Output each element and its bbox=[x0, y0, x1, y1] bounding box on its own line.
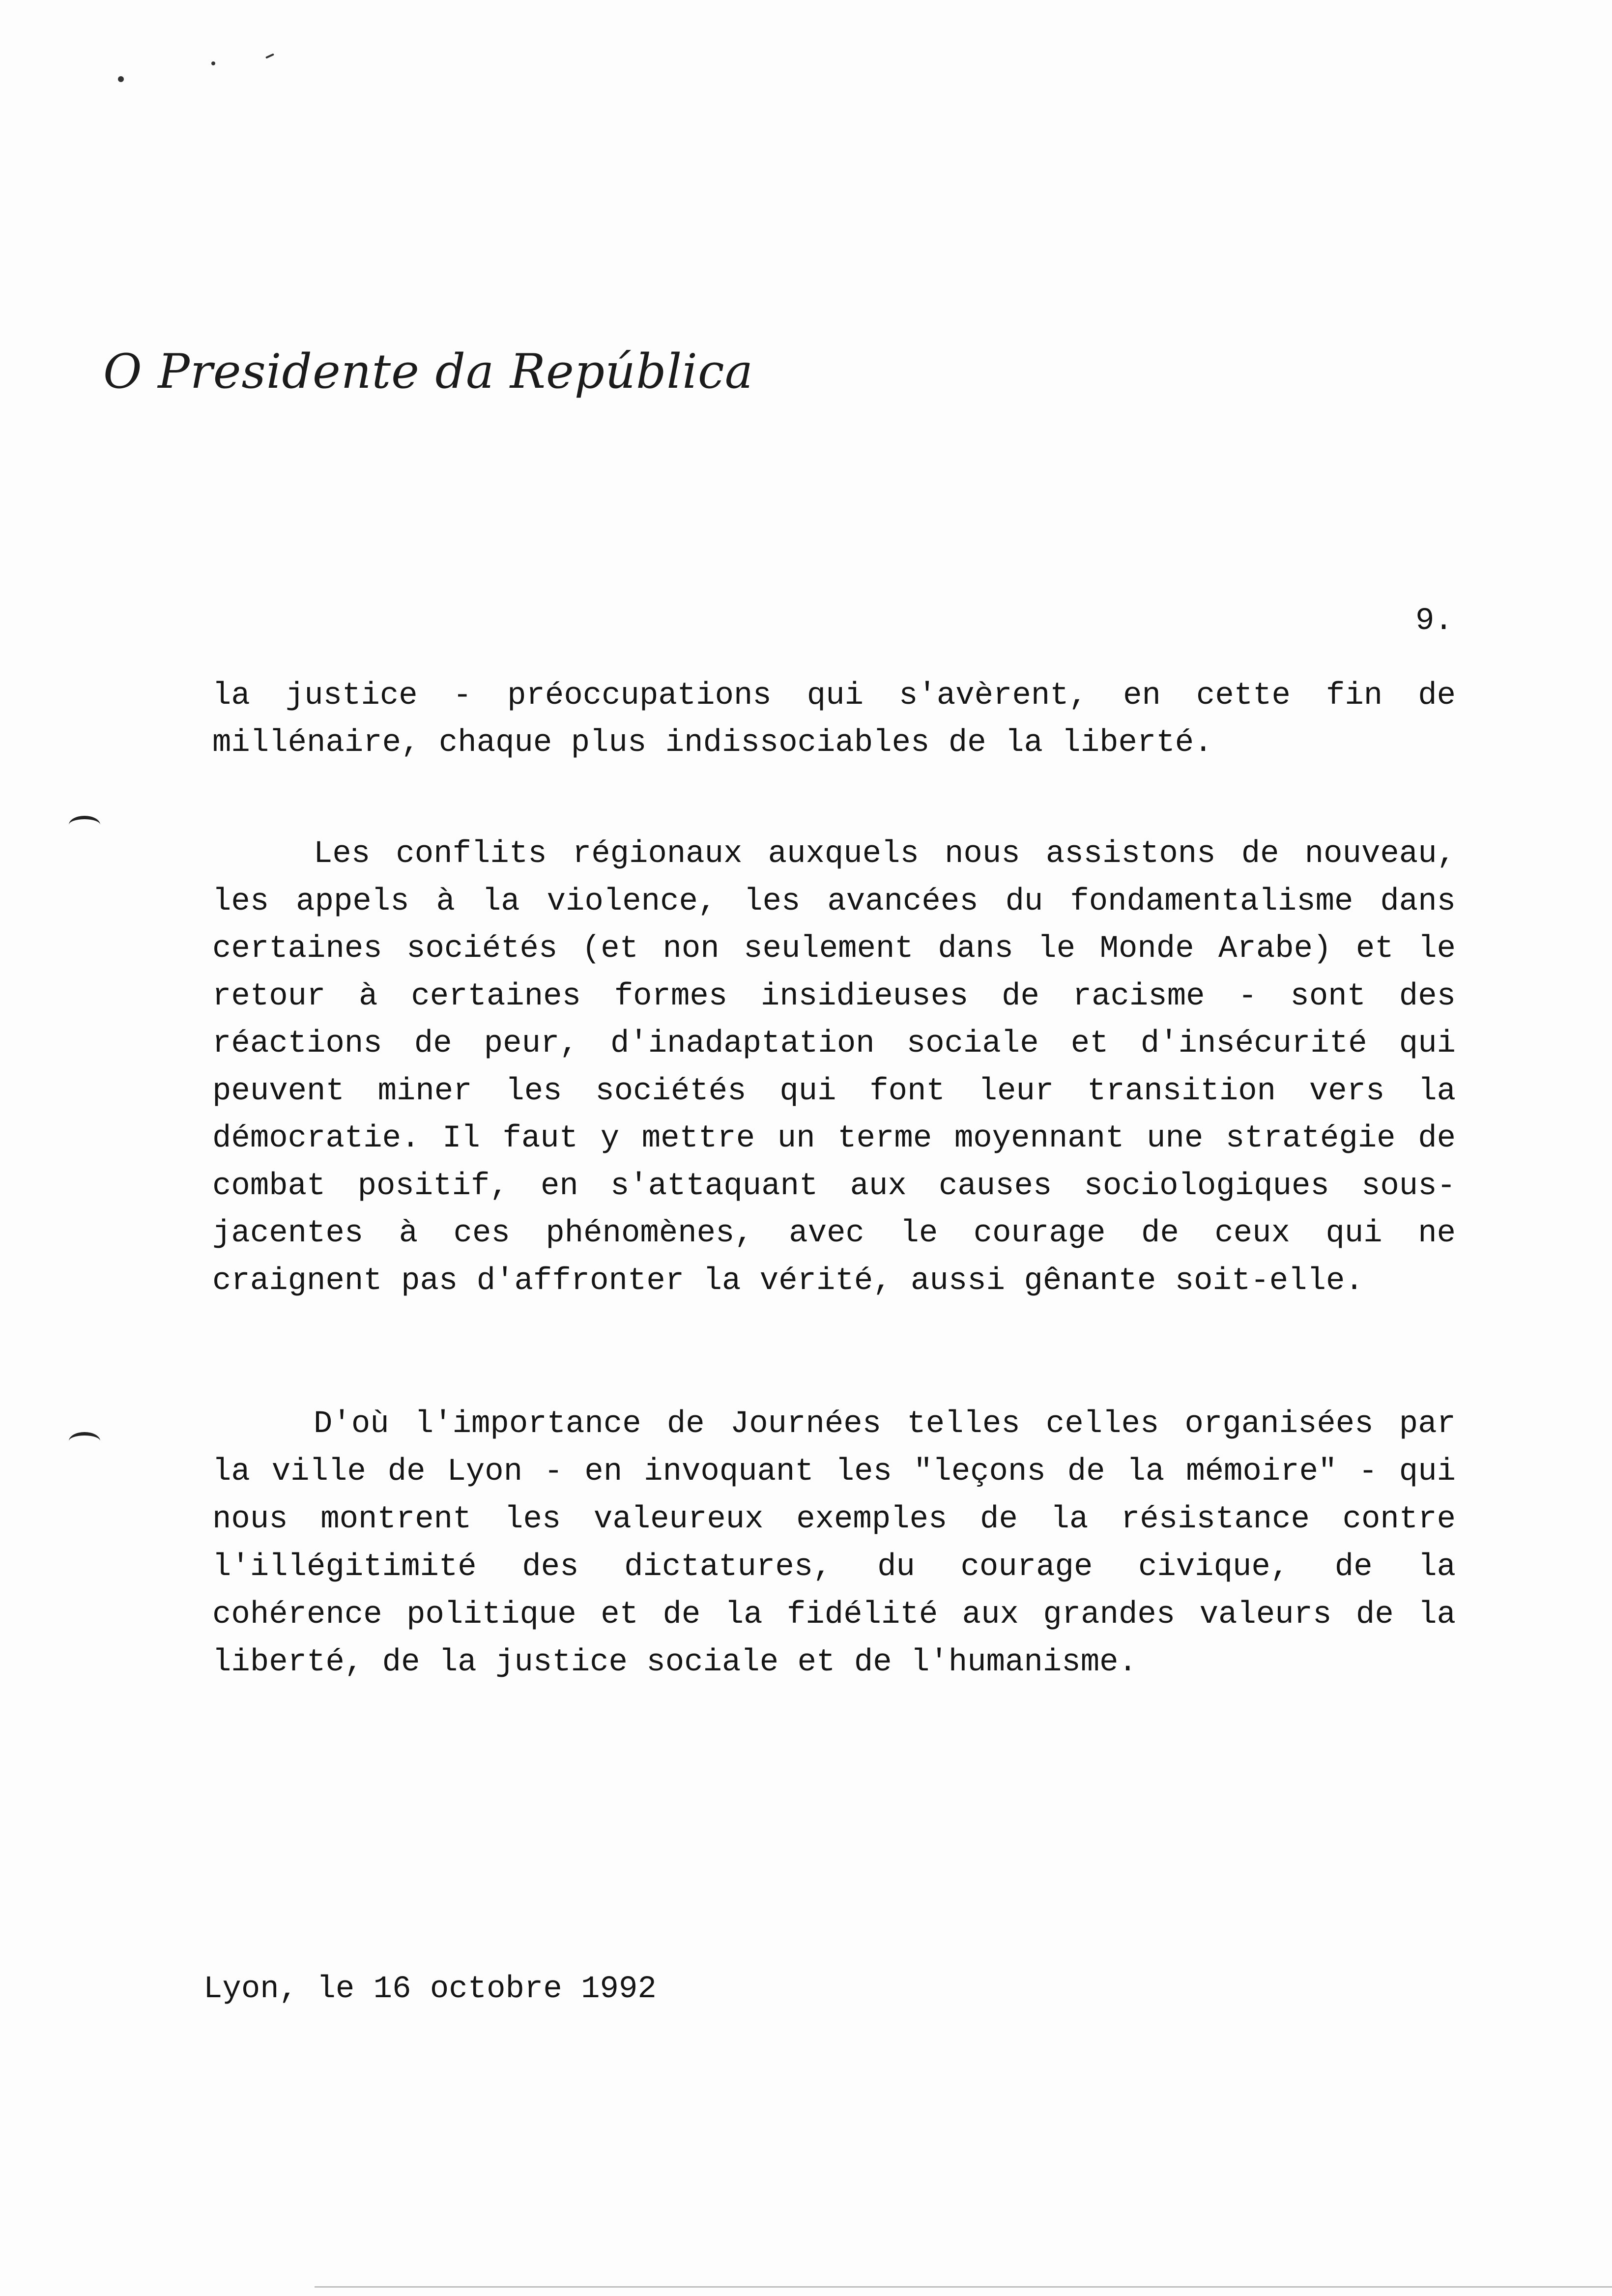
place-date-line: Lyon, le 16 octobre 1992 bbox=[203, 1972, 657, 2007]
letterhead: O Presidente da República bbox=[103, 344, 753, 399]
scan-speck bbox=[265, 53, 274, 58]
margin-mark bbox=[69, 1432, 100, 1450]
paragraph-text: D'où l'importance de Journées telles celles organisées par la ville de Lyon - en invoquant les "leçons de la mémoire" - qui nous montrent les valeureux exemples de la résistance contre l'illégitimité des dictatures, du courage civique, de la cohérence politique et de la fidélité aux grandes valeurs de la liberté, de la justice sociale et de l'humanisme. bbox=[212, 1406, 1456, 1680]
margin-mark bbox=[69, 816, 100, 834]
paragraph-lyon-days bbox=[212, 1401, 1456, 1687]
paragraph-continuation bbox=[212, 672, 1456, 767]
scan-speck bbox=[211, 61, 215, 65]
page-number: 9. bbox=[1415, 603, 1453, 639]
paragraph-text: Les conflits régionaux auxquels nous assistons de nouveau, les appels à la violence, les avancées du fondamentalisme dans certaines sociétés (et non seulement dans le Monde Arabe) et le retour à certaines formes insidieuses de racisme - sont des réactions de peur, d'inadaptation sociale et d'insécurité qui peuvent miner les sociétés qui font leur transition vers la démocratie. Il faut y mettre un terme moyennant une stratégie de combat positif, en s'attaquant aux causes sociologiques sous-jacentes à ces phénomènes, avec le courage de ceux qui ne craignent pas d'affronter la vérité, aussi gênante soit-elle. bbox=[212, 836, 1456, 1299]
scan-edge-line bbox=[315, 2286, 1612, 2288]
paragraph-text: la justice - préoccupations qui s'avèrent, en cette fin de millénaire, chaque plus indissociables de la liberté. bbox=[212, 678, 1456, 761]
scan-speck bbox=[118, 76, 124, 82]
paragraph-regional-conflicts bbox=[212, 831, 1456, 1305]
